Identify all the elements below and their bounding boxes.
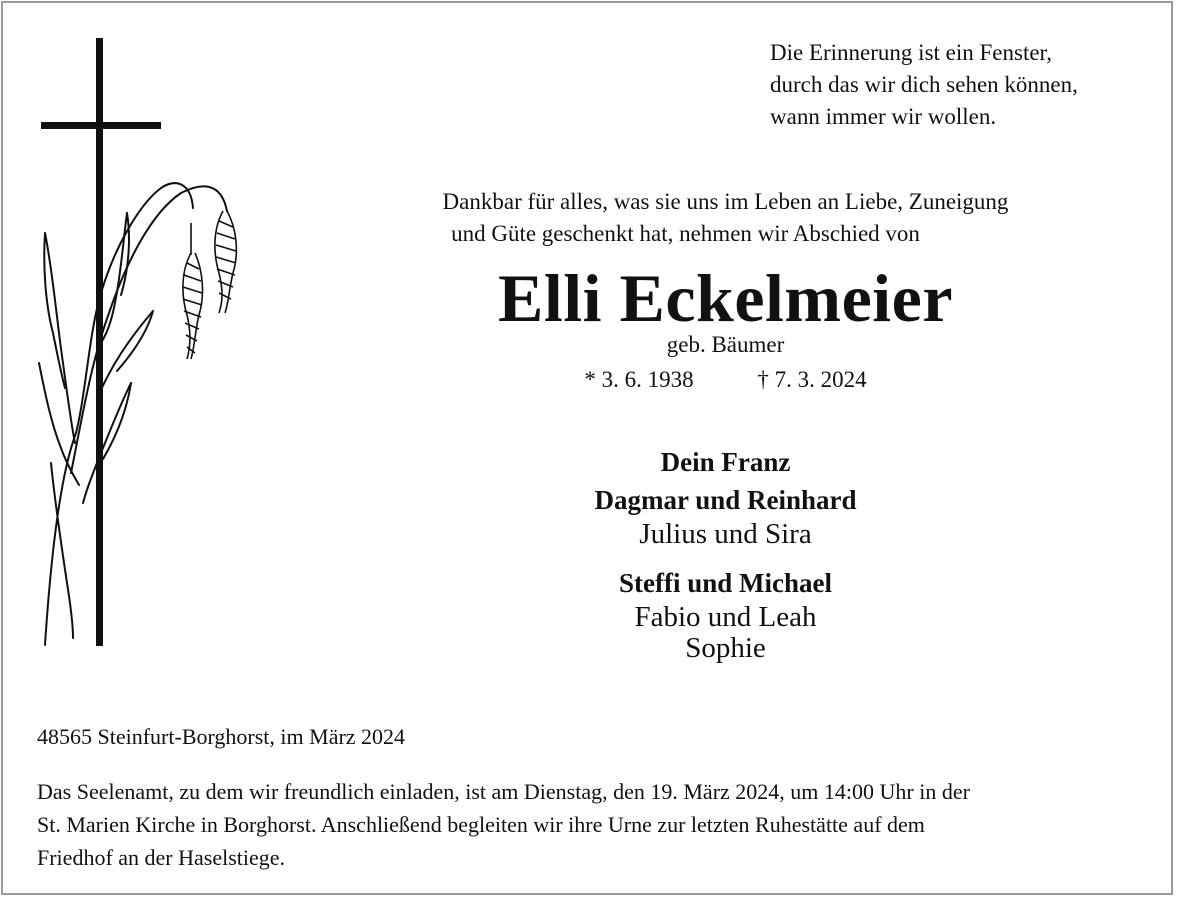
family-group-2-children-1: Fabio und Leah [634, 601, 817, 633]
family-list [533, 443, 918, 664]
wheat-ear-left-icon [183, 223, 203, 359]
family-group-1-children: Julius und Sira [639, 518, 812, 550]
family-spacer [533, 550, 918, 564]
wheat-ear-right-icon [215, 211, 236, 313]
family-spouse: Dein Franz [660, 447, 791, 477]
family-group-2-parents: Steffi und Michael [619, 568, 832, 598]
intro-line-1: Dankbar für alles, was sie uns im Leben an Liebe, Zuneigung [442, 189, 1009, 214]
deceased-name: Elli Eckelmeier [497, 260, 954, 336]
memorial-quote: Die Erinnerung ist ein Fenster, durch das wir dich sehen können, wann immer wir wollen. [770, 40, 1078, 129]
obituary-frame [1, 1, 1173, 895]
place-and-date: 48565 Steinfurt-Borghorst, im März 2024 [37, 724, 406, 749]
wheat-icon [39, 183, 227, 645]
service-notice: Das Seelenamt, zu dem wir freundlich einladen, ist am Dienstag, den 19. März 2024, um 14:00 Uhr in der St. Marien Kirche in Borghorst. Anschließend begleiten wir ihre Urne zur letzten Ruhestätte auf dem Friedhof an der Haselstiege. [37, 779, 970, 870]
cross-with-wheat-icon [31, 33, 261, 653]
life-dates [383, 364, 1068, 396]
family-group-1-parents: Dagmar und Reinhard [594, 485, 857, 515]
intro-text [383, 186, 1068, 250]
death-date: † 7. 3. 2024 [757, 367, 867, 392]
intro-line-2: und Güte geschenkt hat, nehmen wir Abschied von [451, 221, 920, 246]
family-group-2-children-2: Sophie [685, 632, 766, 664]
birth-name: geb. Bäumer [666, 332, 785, 357]
birth-date: * 3. 6. 1938 [584, 367, 694, 392]
